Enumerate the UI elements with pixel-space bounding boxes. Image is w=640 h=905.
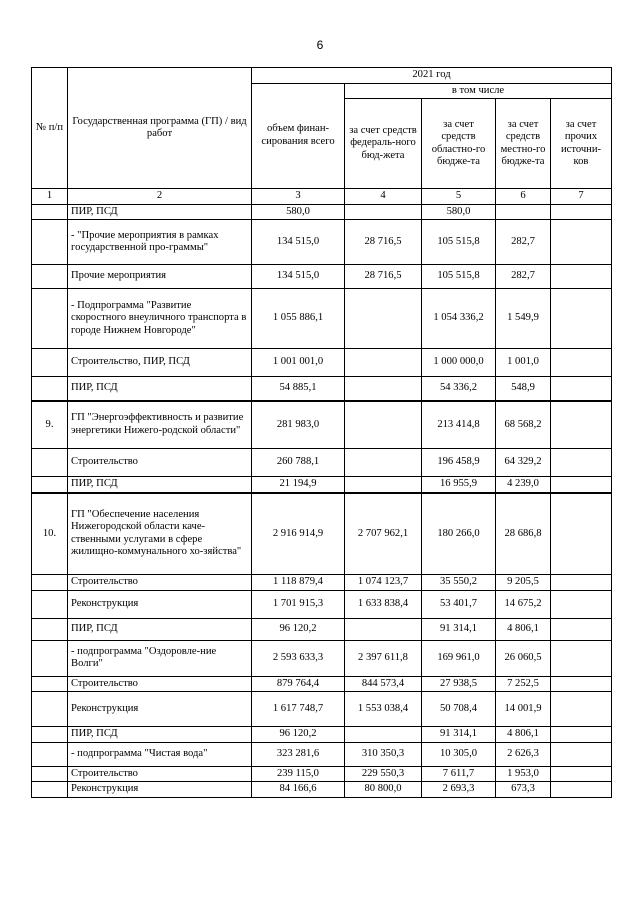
row-federal: 28 716,5 <box>345 220 422 265</box>
row-regional: 54 336,2 <box>422 377 496 401</box>
header-number-2: 2 <box>68 189 252 205</box>
row-name: Строительство <box>68 449 252 477</box>
row-total: 134 515,0 <box>252 265 345 289</box>
row-local: 14 675,2 <box>496 590 551 618</box>
row-other <box>551 742 612 766</box>
row-name: Реконструкция <box>68 692 252 727</box>
table-row <box>32 676 612 692</box>
row-local: 1 549,9 <box>496 289 551 349</box>
row-number <box>32 640 68 676</box>
row-other <box>551 590 612 618</box>
table-row <box>32 782 612 798</box>
row-total: 54 885,1 <box>252 377 345 401</box>
header-total: объем финан-сирования всего <box>252 83 345 189</box>
row-name: Строительство <box>68 575 252 591</box>
row-other <box>551 265 612 289</box>
row-name: ГП "Энергоэффективность и развитие энергетики Нижего-родской области" <box>68 401 252 449</box>
row-federal: 28 716,5 <box>345 265 422 289</box>
row-number <box>32 349 68 377</box>
table-row <box>32 265 612 289</box>
row-federal <box>345 289 422 349</box>
row-total: 239 115,0 <box>252 766 345 782</box>
row-total: 134 515,0 <box>252 220 345 265</box>
header-regional: за счет средств областно-го бюдже-та <box>422 99 496 189</box>
row-number: 9. <box>32 401 68 449</box>
row-federal: 2 397 611,8 <box>345 640 422 676</box>
row-name: Строительство, ПИР, ПСД <box>68 349 252 377</box>
row-local: 26 060,5 <box>496 640 551 676</box>
row-regional: 35 550,2 <box>422 575 496 591</box>
row-name: ПИР, ПСД <box>68 204 252 220</box>
table-row <box>32 692 612 727</box>
row-other <box>551 220 612 265</box>
table-row <box>32 766 612 782</box>
row-local: 7 252,5 <box>496 676 551 692</box>
row-name: ПИР, ПСД <box>68 377 252 401</box>
row-other <box>551 676 612 692</box>
row-regional: 2 693,3 <box>422 782 496 798</box>
table-row <box>32 401 612 449</box>
row-total: 96 120,2 <box>252 618 345 640</box>
row-federal: 310 350,3 <box>345 742 422 766</box>
row-local: 14 001,9 <box>496 692 551 727</box>
row-regional: 580,0 <box>422 204 496 220</box>
table-row <box>32 727 612 743</box>
table-row <box>32 493 612 575</box>
row-local: 673,3 <box>496 782 551 798</box>
row-other <box>551 640 612 676</box>
row-federal <box>345 401 422 449</box>
row-name: - подпрограмма "Оздоровле-ние Волги" <box>68 640 252 676</box>
table-row <box>32 204 612 220</box>
row-total: 281 983,0 <box>252 401 345 449</box>
row-number <box>32 692 68 727</box>
row-number <box>32 220 68 265</box>
table-row <box>32 477 612 493</box>
header-number-4: 4 <box>345 189 422 205</box>
row-other <box>551 449 612 477</box>
row-other <box>551 204 612 220</box>
row-federal: 229 550,3 <box>345 766 422 782</box>
header-number-1: 1 <box>32 189 68 205</box>
header-number-3: 3 <box>252 189 345 205</box>
header-local: за счет средств местно-го бюдже-та <box>496 99 551 189</box>
row-regional: 196 458,9 <box>422 449 496 477</box>
row-name: Реконструкция <box>68 782 252 798</box>
row-federal <box>345 204 422 220</box>
table-row <box>32 590 612 618</box>
row-other <box>551 618 612 640</box>
header-number-6: 6 <box>496 189 551 205</box>
row-regional: 91 314,1 <box>422 727 496 743</box>
table-row <box>32 377 612 401</box>
row-regional: 213 414,8 <box>422 401 496 449</box>
row-regional: 10 305,0 <box>422 742 496 766</box>
row-total: 2 916 914,9 <box>252 493 345 575</box>
row-regional: 27 938,5 <box>422 676 496 692</box>
row-regional: 7 611,7 <box>422 766 496 782</box>
row-local: 4 239,0 <box>496 477 551 493</box>
row-total: 1 118 879,4 <box>252 575 345 591</box>
row-federal: 2 707 962,1 <box>345 493 422 575</box>
row-federal: 1 633 838,4 <box>345 590 422 618</box>
row-number <box>32 377 68 401</box>
row-name: ПИР, ПСД <box>68 727 252 743</box>
row-number <box>32 618 68 640</box>
row-federal: 1 553 038,4 <box>345 692 422 727</box>
row-federal: 844 573,4 <box>345 676 422 692</box>
row-total: 580,0 <box>252 204 345 220</box>
row-total: 1 055 886,1 <box>252 289 345 349</box>
funding-table <box>31 67 612 798</box>
row-federal <box>345 377 422 401</box>
row-number <box>32 477 68 493</box>
row-name: ПИР, ПСД <box>68 618 252 640</box>
table-row <box>32 575 612 591</box>
row-name: - подпрограмма "Чистая вода" <box>68 742 252 766</box>
row-name: Реконструкция <box>68 590 252 618</box>
header-other: за счет прочих источни-ков <box>551 99 612 189</box>
header-including: в том числе <box>345 83 612 99</box>
header-row-year <box>32 68 612 84</box>
row-local: 28 686,8 <box>496 493 551 575</box>
row-number <box>32 742 68 766</box>
row-total: 2 593 633,3 <box>252 640 345 676</box>
row-number <box>32 766 68 782</box>
row-number <box>32 204 68 220</box>
row-name: Прочие мероприятия <box>68 265 252 289</box>
row-federal <box>345 477 422 493</box>
row-other <box>551 289 612 349</box>
row-local: 4 806,1 <box>496 618 551 640</box>
row-number <box>32 727 68 743</box>
row-federal: 1 074 123,7 <box>345 575 422 591</box>
row-total: 260 788,1 <box>252 449 345 477</box>
row-other <box>551 692 612 727</box>
row-number <box>32 782 68 798</box>
row-total: 1 001 001,0 <box>252 349 345 377</box>
row-federal: 80 800,0 <box>345 782 422 798</box>
row-regional: 1 054 336,2 <box>422 289 496 349</box>
row-name: - "Прочие мероприятия в рамках государственной про-граммы" <box>68 220 252 265</box>
header-year: 2021 год <box>252 68 612 84</box>
header-number-7: 7 <box>551 189 612 205</box>
row-name: - Подпрограмма "Развитие скоростного внеуличного транспорта в городе Нижнем Новгороде" <box>68 289 252 349</box>
table-row <box>32 742 612 766</box>
row-other <box>551 349 612 377</box>
row-regional: 180 266,0 <box>422 493 496 575</box>
row-total: 1 617 748,7 <box>252 692 345 727</box>
row-regional: 1 000 000,0 <box>422 349 496 377</box>
row-federal <box>345 618 422 640</box>
row-federal <box>345 727 422 743</box>
row-number <box>32 590 68 618</box>
row-other <box>551 575 612 591</box>
header-program: Государственная программа (ГП) / вид работ <box>68 68 252 189</box>
row-number <box>32 676 68 692</box>
table-body <box>32 68 612 798</box>
row-other <box>551 377 612 401</box>
row-other <box>551 493 612 575</box>
row-regional: 105 515,8 <box>422 265 496 289</box>
row-local: 1 953,0 <box>496 766 551 782</box>
row-total: 84 166,6 <box>252 782 345 798</box>
row-federal <box>345 349 422 377</box>
row-other <box>551 477 612 493</box>
row-total: 96 120,2 <box>252 727 345 743</box>
row-local: 1 001,0 <box>496 349 551 377</box>
row-number <box>32 289 68 349</box>
row-name: ГП "Обеспечение населения Нижегородской области каче-ственными услугами в сфере жилищно-коммунального хо-зяйства" <box>68 493 252 575</box>
row-local: 282,7 <box>496 220 551 265</box>
row-local: 548,9 <box>496 377 551 401</box>
row-other <box>551 727 612 743</box>
row-total: 1 701 915,3 <box>252 590 345 618</box>
table-row <box>32 349 612 377</box>
table-row <box>32 289 612 349</box>
row-local <box>496 204 551 220</box>
row-federal <box>345 449 422 477</box>
table-row <box>32 449 612 477</box>
row-local: 68 568,2 <box>496 401 551 449</box>
row-regional: 50 708,4 <box>422 692 496 727</box>
header-number-5: 5 <box>422 189 496 205</box>
row-regional: 53 401,7 <box>422 590 496 618</box>
row-local: 4 806,1 <box>496 727 551 743</box>
row-local: 64 329,2 <box>496 449 551 477</box>
row-local: 282,7 <box>496 265 551 289</box>
header-num: № п/п <box>32 68 68 189</box>
row-regional: 105 515,8 <box>422 220 496 265</box>
row-local: 9 205,5 <box>496 575 551 591</box>
row-total: 21 194,9 <box>252 477 345 493</box>
row-other <box>551 401 612 449</box>
row-local: 2 626,3 <box>496 742 551 766</box>
row-other <box>551 782 612 798</box>
row-name: ПИР, ПСД <box>68 477 252 493</box>
row-other <box>551 766 612 782</box>
page-number: 6 <box>316 38 324 52</box>
row-number: 10. <box>32 493 68 575</box>
row-number <box>32 449 68 477</box>
row-number <box>32 575 68 591</box>
row-regional: 16 955,9 <box>422 477 496 493</box>
header-federal: за счет средств федераль-ного бюд-жета <box>345 99 422 189</box>
row-total: 323 281,6 <box>252 742 345 766</box>
row-number <box>32 265 68 289</box>
table-row <box>32 618 612 640</box>
table-row <box>32 220 612 265</box>
row-name: Строительство <box>68 766 252 782</box>
header-row-numbers <box>32 189 612 205</box>
row-total: 879 764,4 <box>252 676 345 692</box>
row-regional: 91 314,1 <box>422 618 496 640</box>
row-regional: 169 961,0 <box>422 640 496 676</box>
table-row <box>32 640 612 676</box>
row-name: Строительство <box>68 676 252 692</box>
